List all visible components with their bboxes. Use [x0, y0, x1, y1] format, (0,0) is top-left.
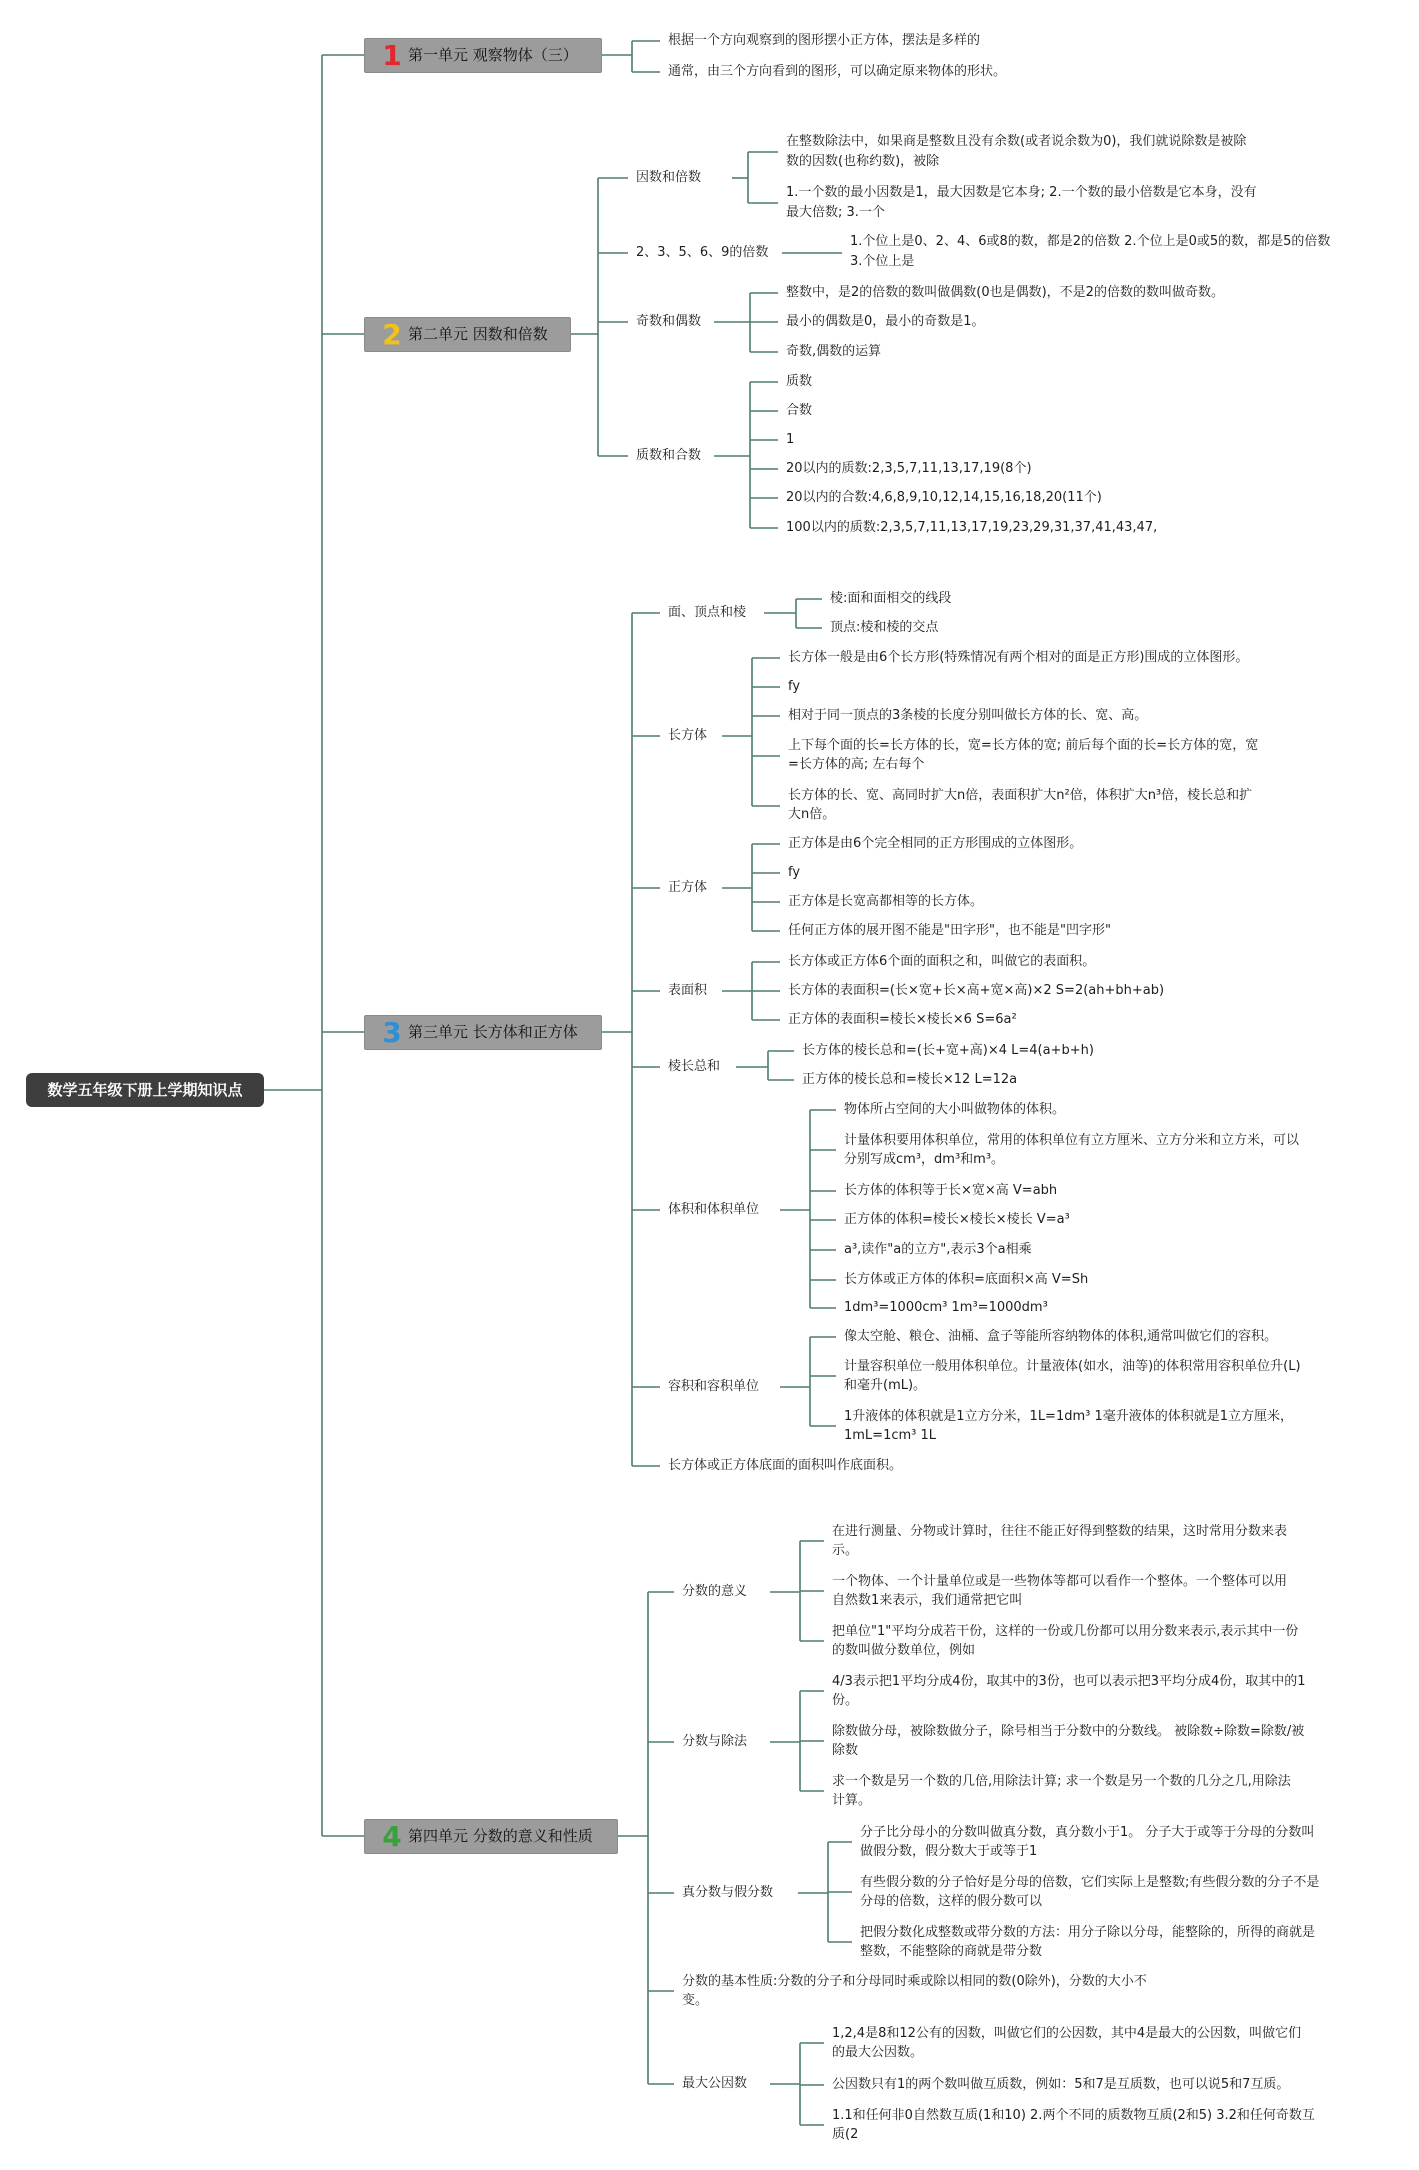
u4-leaf[interactable]: 把单位"1"平均分成若干份，这样的一份或几份都可以用分数来表示,表示其中一份: [832, 1624, 1299, 1639]
u3-branch-cuboid[interactable]: 长方体: [668, 728, 708, 743]
u2-leaf[interactable]: 整数中，是2的倍数的数叫做偶数(0也是偶数)，不是2的倍数的数叫做奇数。: [786, 285, 1224, 300]
root-topic[interactable]: [26, 1073, 264, 1107]
u1-leaf[interactable]: 根据一个方向观察到的图形摆小正方体，摆法是多样的: [668, 33, 981, 48]
u3-leaf[interactable]: fy: [788, 679, 801, 694]
unit-1-number: 1: [382, 39, 402, 72]
u4-leaf[interactable]: 4/3表示把1平均分成4份，取其中的3份，也可以表示把3平均分成4份，取其中的1: [832, 1674, 1306, 1689]
u3-leaf[interactable]: 正方体是长宽高都相等的长方体。: [788, 894, 984, 909]
u3-leaf[interactable]: 长方体的长、宽、高同时扩大n倍，表面积扩大n²倍，体积扩大n³倍，棱长总和扩: [788, 788, 1253, 803]
u3-leaf-cont: =长方体的高; 左右每个: [788, 757, 925, 772]
u4-branch-basic-property[interactable]: 分数的基本性质:分数的分子和分母同时乘或除以相同的数(0除外)，分数的大小不: [682, 1974, 1147, 1989]
u3-leaf[interactable]: 上下每个面的长=长方体的长，宽=长方体的宽; 前后每个面的长=长方体的宽，宽: [788, 738, 1259, 753]
u4-branch-gcf[interactable]: 最大公因数: [682, 2076, 748, 2091]
unit-3-number: 3: [382, 1016, 402, 1049]
u3-leaf-cont: 和毫升(mL)。: [844, 1378, 927, 1393]
u2-leaf[interactable]: 在整数除法中，如果商是整数且没有余数(或者说余数为0)，我们就说除数是被除: [786, 134, 1247, 149]
u3-leaf[interactable]: 长方体的棱长总和=(长+宽+高)×4 L=4(a+b+h): [802, 1043, 1094, 1058]
u3-leaf[interactable]: 长方体或正方体的体积=底面积×高 V=Sh: [844, 1272, 1089, 1287]
u3-leaf[interactable]: a³,读作"a的立方",表示3个a相乘: [844, 1242, 1032, 1257]
u3-branch-surface-area[interactable]: 表面积: [668, 983, 708, 998]
unit-3-topic[interactable]: [364, 1015, 602, 1050]
u2-branch-odd-even[interactable]: 奇数和偶数: [636, 314, 702, 329]
u3-leaf[interactable]: 长方体或正方体6个面的面积之和，叫做它的表面积。: [788, 954, 1096, 969]
u3-leaf[interactable]: 棱:面和面相交的线段: [830, 591, 952, 606]
u4-leaf-cont: 的数叫做分数单位，例如: [832, 1643, 976, 1658]
u4-leaf-cont: 做假分数，假分数大于或等于1: [860, 1844, 1038, 1859]
u3-leaf[interactable]: 顶点:棱和棱的交点: [830, 620, 939, 635]
u4-leaf[interactable]: 公因数只有1的两个数叫做互质数，例如：5和7是互质数，也可以说5和7互质。: [832, 2077, 1290, 2092]
unit-4-label: 第四单元 分数的意义和性质: [408, 1827, 593, 1845]
u3-branch-base-area[interactable]: 长方体或正方体底面的面积叫作底面积。: [668, 1458, 903, 1473]
u4-leaf-cont: 份。: [832, 1693, 859, 1708]
u3-leaf[interactable]: 1升液体的体积就是1立方分米，1L=1dm³ 1毫升液体的体积就是1立方厘米，: [844, 1409, 1294, 1424]
u3-leaf[interactable]: 正方体的表面积=棱长×棱长×6 S=6a²: [788, 1012, 1017, 1027]
unit-2-number: 2: [382, 318, 402, 351]
u3-leaf[interactable]: fy: [788, 865, 801, 880]
u4-leaf-cont: 计算。: [832, 1793, 872, 1808]
root-title: 数学五年级下册上学期知识点: [47, 1081, 243, 1099]
u2-leaf-cont: 最大倍数; 3.一个: [786, 205, 885, 220]
u4-branch-basic-property-cont: 变。: [682, 1993, 709, 2008]
u4-leaf[interactable]: 把假分数化成整数或带分数的方法：用分子除以分母，能整除的，所得的商就是: [860, 1925, 1316, 1940]
u4-leaf-cont: 质(2: [832, 2127, 859, 2142]
u4-leaf[interactable]: 有些假分数的分子恰好是分母的倍数，它们实际上是整数;有些假分数的分子不是: [860, 1875, 1320, 1890]
u3-branch-cube[interactable]: 正方体: [668, 880, 708, 895]
unit-4-topic[interactable]: [364, 1819, 618, 1854]
u3-leaf[interactable]: 正方体的体积=棱长×棱长×棱长 V=a³: [844, 1212, 1070, 1227]
u2-leaf[interactable]: 1.一个数的最小因数是1，最大因数是它本身; 2.一个数的最小倍数是它本身，没有: [786, 185, 1257, 200]
u3-branch-volume[interactable]: 体积和体积单位: [668, 1202, 760, 1217]
u3-leaf[interactable]: 1dm³=1000cm³ 1m³=1000dm³: [844, 1300, 1048, 1315]
u2-leaf[interactable]: 20以内的质数:2,3,5,7,11,13,17,19(8个): [786, 461, 1032, 476]
u4-branch-meaning-of-fractions[interactable]: 分数的意义: [682, 1584, 748, 1599]
u2-leaf[interactable]: 100以内的质数:2,3,5,7,11,13,17,19,23,29,31,37,41,43,47,: [786, 520, 1158, 535]
u2-leaf[interactable]: 合数: [786, 403, 813, 418]
u2-branch-factors-multiples[interactable]: 因数和倍数: [636, 170, 702, 185]
u4-leaf-cont: 除数: [832, 1743, 859, 1758]
u4-leaf-cont: 自然数1来表示，我们通常把它叫: [832, 1593, 1023, 1608]
u2-leaf-cont: 3.个位上是: [850, 254, 915, 269]
u4-leaf[interactable]: 1,2,4是8和12公有的因数，叫做它们的公因数，其中4是最大的公因数，叫做它们: [832, 2026, 1302, 2041]
u3-leaf[interactable]: 像太空舱、粮仓、油桶、盒子等能所容纳物体的体积,通常叫做它们的容积。: [844, 1329, 1278, 1344]
u3-branch-faces-vertices-edges[interactable]: 面、顶点和棱: [668, 605, 747, 620]
unit-2-label: 第二单元 因数和倍数: [408, 325, 548, 343]
u2-leaf[interactable]: 1.个位上是0、2、4、6或8的数，都是2的倍数 2.个位上是0或5的数，都是5的倍数: [850, 234, 1331, 249]
u3-leaf-cont: 分别写成cm³，dm³和m³。: [844, 1152, 1005, 1167]
u4-leaf[interactable]: 一个物体、一个计量单位或是一些物体等都可以看作一个整体。一个整体可以用: [832, 1574, 1288, 1589]
u3-branch-edge-sum[interactable]: 棱长总和: [668, 1059, 721, 1074]
u4-leaf[interactable]: 除数做分母，被除数做分子，除号相当于分数中的分数线。 被除数÷除数=除数/被: [832, 1724, 1305, 1739]
u2-leaf[interactable]: 奇数,偶数的运算: [786, 344, 882, 359]
unit-4-number: 4: [382, 1820, 402, 1853]
u3-leaf[interactable]: 长方体一般是由6个长方形(特殊情况有两个相对的面是正方形)围成的立体图形。: [788, 650, 1249, 665]
unit-3-label: 第三单元 长方体和正方体: [408, 1023, 578, 1041]
u4-leaf[interactable]: 求一个数是另一个数的几倍,用除法计算; 求一个数是另一个数的几分之几,用除法: [832, 1774, 1291, 1789]
u3-leaf[interactable]: 正方体是由6个完全相同的正方形围成的立体图形。: [788, 836, 1083, 851]
u3-leaf[interactable]: 长方体的表面积=(长×宽+长×高+宽×高)×2 S=2(ah+bh+ab): [788, 983, 1165, 998]
u4-leaf[interactable]: 在进行测量、分物或计算时，往往不能正好得到整数的结果，这时常用分数来表: [832, 1524, 1288, 1539]
u3-leaf[interactable]: 任何正方体的展开图不能是"田字形"，也不能是"凹字形": [788, 923, 1111, 938]
u4-branch-fractions-division[interactable]: 分数与除法: [682, 1734, 748, 1749]
u3-leaf[interactable]: 计量体积要用体积单位，常用的体积单位有立方厘米、立方分米和立方米，可以: [844, 1133, 1300, 1148]
u2-leaf[interactable]: 质数: [786, 374, 813, 389]
u3-branch-capacity[interactable]: 容积和容积单位: [668, 1379, 760, 1394]
u3-leaf-cont: 1mL=1cm³ 1L: [844, 1428, 937, 1443]
unit-1-topic[interactable]: [364, 38, 602, 73]
u3-leaf-cont: 大n倍。: [788, 807, 836, 822]
u2-branch-prime-composite[interactable]: 质数和合数: [636, 448, 702, 463]
u3-leaf[interactable]: 计量容积单位一般用体积单位。计量液体(如水，油等)的体积常用容积单位升(L): [844, 1359, 1301, 1374]
u1-leaf[interactable]: 通常，由三个方向看到的图形，可以确定原来物体的形状。: [668, 64, 1007, 79]
unit-1-label: 第一单元 观察物体（三）: [408, 46, 578, 64]
u3-leaf[interactable]: 相对于同一顶点的3条棱的长度分别叫做长方体的长、宽、高。: [788, 708, 1148, 723]
u3-leaf[interactable]: 长方体的体积等于长×宽×高 V=abh: [844, 1183, 1058, 1198]
u2-leaf[interactable]: 20以内的合数:4,6,8,9,10,12,14,15,16,18,20(11个): [786, 490, 1102, 505]
u3-leaf[interactable]: 物体所占空间的大小叫做物体的体积。: [844, 1102, 1066, 1117]
u4-branch-proper-improper[interactable]: 真分数与假分数: [682, 1885, 774, 1900]
u4-leaf-cont: 整数，不能整除的商就是带分数: [860, 1944, 1043, 1959]
u4-leaf-cont: 示。: [832, 1543, 859, 1558]
u4-leaf-cont: 分母的倍数，这样的假分数可以: [860, 1894, 1043, 1909]
u4-leaf[interactable]: 分子比分母小的分数叫做真分数，真分数小于1。 分子大于或等于分母的分数叫: [860, 1825, 1315, 1840]
unit-2-topic[interactable]: [364, 317, 571, 352]
u3-leaf[interactable]: 正方体的棱长总和=棱长×12 L=12a: [802, 1072, 1018, 1087]
u4-leaf-cont: 的最大公因数。: [832, 2045, 924, 2060]
u4-leaf[interactable]: 1.1和任何非0自然数互质(1和10) 2.两个不同的质数物互质(2和5) 3.2和任何奇数互: [832, 2108, 1315, 2123]
u2-branch-multiples-of[interactable]: 2、3、5、6、9的倍数: [636, 245, 769, 260]
u2-leaf[interactable]: 1: [786, 432, 795, 447]
u2-leaf-cont: 数的因数(也称约数)，被除: [786, 154, 940, 169]
u2-leaf[interactable]: 最小的偶数是0，最小的奇数是1。: [786, 314, 985, 329]
